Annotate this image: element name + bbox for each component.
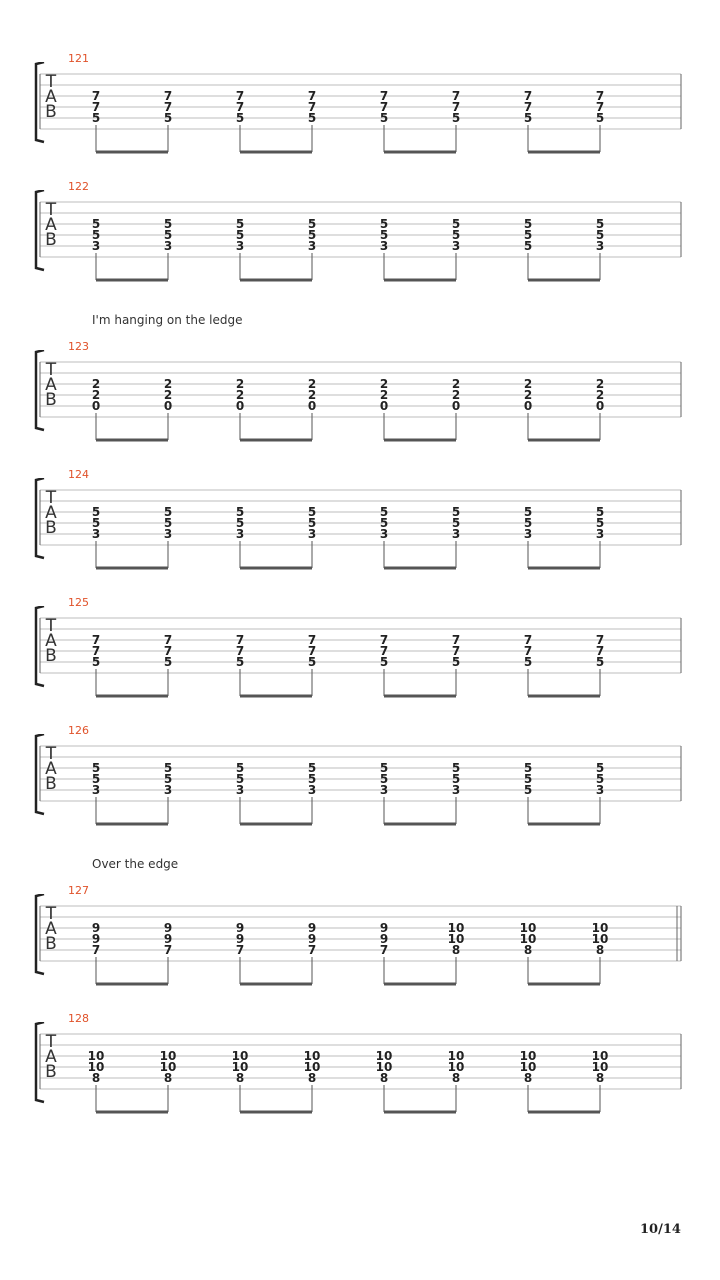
tab-clef-letter: B	[45, 390, 57, 410]
fret-number: 2	[307, 377, 317, 391]
fret-number: 10	[87, 1049, 105, 1063]
fret-number: 5	[235, 505, 245, 519]
tab-clef-letter: A	[45, 87, 57, 107]
fret-number: 2	[379, 388, 389, 402]
tab-clef-letter: B	[45, 646, 57, 666]
tab-clef-letter: B	[45, 230, 57, 250]
fret-number: 8	[307, 1071, 317, 1085]
fret-number: 3	[595, 783, 605, 797]
fret-number: 7	[91, 89, 101, 103]
fret-number: 3	[451, 783, 461, 797]
fret-number: 5	[235, 217, 245, 231]
fret-number: 8	[163, 1071, 173, 1085]
tab-clef-letter: A	[45, 1047, 57, 1067]
tab-staff	[0, 478, 720, 574]
fret-number: 5	[523, 505, 533, 519]
fret-number: 5	[91, 655, 101, 669]
fret-number: 0	[163, 399, 173, 413]
fret-number: 5	[235, 111, 245, 125]
fret-number: 3	[235, 239, 245, 253]
fret-number: 7	[523, 644, 533, 658]
fret-number: 5	[163, 655, 173, 669]
tab-clef-letter: T	[45, 488, 57, 508]
fret-number: 5	[595, 516, 605, 530]
fret-number: 5	[307, 228, 317, 242]
fret-number: 3	[595, 239, 605, 253]
fret-number: 8	[91, 1071, 101, 1085]
tab-clef-letter: B	[45, 518, 57, 538]
fret-number: 7	[595, 100, 605, 114]
fret-number: 5	[307, 655, 317, 669]
fret-number: 7	[235, 633, 245, 647]
fret-number: 10	[159, 1060, 177, 1074]
fret-number: 5	[451, 772, 461, 786]
fret-number: 5	[235, 772, 245, 786]
fret-number: 5	[91, 228, 101, 242]
fret-number: 10	[303, 1049, 321, 1063]
fret-number: 2	[523, 388, 533, 402]
fret-number: 0	[595, 399, 605, 413]
fret-number: 8	[451, 1071, 461, 1085]
tab-staff	[0, 606, 720, 702]
fret-number: 9	[379, 921, 389, 935]
fret-number: 5	[91, 516, 101, 530]
fret-number: 2	[595, 388, 605, 402]
fret-number: 5	[595, 505, 605, 519]
fret-number: 3	[523, 527, 533, 541]
fret-number: 10	[303, 1060, 321, 1074]
fret-number: 8	[379, 1071, 389, 1085]
fret-number: 2	[379, 377, 389, 391]
fret-number: 3	[451, 527, 461, 541]
fret-number: 0	[307, 399, 317, 413]
fret-number: 3	[451, 239, 461, 253]
tab-staff	[0, 1022, 720, 1118]
fret-number: 2	[307, 388, 317, 402]
fret-number: 5	[523, 217, 533, 231]
fret-number: 10	[519, 1060, 537, 1074]
fret-number: 10	[231, 1049, 249, 1063]
fret-number: 7	[307, 943, 317, 957]
fret-number: 9	[163, 921, 173, 935]
fret-number: 0	[451, 399, 461, 413]
fret-number: 3	[163, 239, 173, 253]
fret-number: 5	[163, 516, 173, 530]
fret-number: 10	[591, 1049, 609, 1063]
fret-number: 5	[451, 655, 461, 669]
fret-number: 5	[307, 505, 317, 519]
fret-number: 5	[307, 217, 317, 231]
tab-clef-letter: A	[45, 631, 57, 651]
measure-number: 128	[68, 1012, 89, 1025]
tab-staff	[0, 190, 720, 286]
fret-number: 3	[307, 527, 317, 541]
fret-number: 9	[307, 932, 317, 946]
fret-number: 5	[523, 228, 533, 242]
fret-number: 9	[235, 932, 245, 946]
fret-number: 3	[163, 783, 173, 797]
fret-number: 5	[235, 761, 245, 775]
fret-number: 3	[91, 239, 101, 253]
tab-clef-letter: A	[45, 759, 57, 779]
fret-number: 10	[519, 932, 537, 946]
fret-number: 3	[307, 239, 317, 253]
tab-clef-letter: B	[45, 934, 57, 954]
tab-clef-letter: A	[45, 215, 57, 235]
fret-number: 7	[451, 633, 461, 647]
fret-number: 3	[379, 527, 389, 541]
lyric-text: I'm hanging on the ledge	[92, 313, 243, 327]
fret-number: 7	[379, 943, 389, 957]
fret-number: 5	[379, 655, 389, 669]
fret-number: 5	[379, 228, 389, 242]
fret-number: 8	[595, 1071, 605, 1085]
fret-number: 5	[307, 516, 317, 530]
measure-number: 126	[68, 724, 89, 737]
fret-number: 10	[87, 1060, 105, 1074]
fret-number: 5	[91, 772, 101, 786]
fret-number: 7	[379, 100, 389, 114]
fret-number: 5	[451, 228, 461, 242]
fret-number: 7	[163, 644, 173, 658]
fret-number: 5	[91, 217, 101, 231]
fret-number: 9	[307, 921, 317, 935]
measure-number: 123	[68, 340, 89, 353]
fret-number: 5	[379, 516, 389, 530]
tab-clef-letter: B	[45, 1062, 57, 1082]
fret-number: 7	[595, 633, 605, 647]
tab-clef-letter: T	[45, 1032, 57, 1052]
fret-number: 3	[379, 783, 389, 797]
fret-number: 7	[451, 100, 461, 114]
fret-number: 2	[235, 388, 245, 402]
fret-number: 5	[163, 772, 173, 786]
tab-clef-letter: T	[45, 200, 57, 220]
tab-staff	[0, 350, 720, 446]
fret-number: 3	[91, 783, 101, 797]
fret-number: 7	[379, 633, 389, 647]
fret-number: 5	[379, 761, 389, 775]
fret-number: 0	[235, 399, 245, 413]
measure-number: 125	[68, 596, 89, 609]
fret-number: 7	[163, 89, 173, 103]
fret-number: 7	[307, 644, 317, 658]
tab-clef-letter: T	[45, 616, 57, 636]
fret-number: 10	[447, 1060, 465, 1074]
fret-number: 7	[307, 100, 317, 114]
fret-number: 7	[451, 89, 461, 103]
fret-number: 10	[519, 921, 537, 935]
fret-number: 10	[231, 1060, 249, 1074]
fret-number: 0	[91, 399, 101, 413]
fret-number: 5	[595, 772, 605, 786]
tab-staff	[0, 734, 720, 830]
tab-clef-letter: A	[45, 375, 57, 395]
fret-number: 7	[595, 89, 605, 103]
fret-number: 2	[163, 388, 173, 402]
fret-number: 5	[523, 516, 533, 530]
fret-number: 3	[307, 783, 317, 797]
fret-number: 2	[451, 388, 461, 402]
fret-number: 5	[91, 111, 101, 125]
tab-clef-letter: A	[45, 503, 57, 523]
measure-number: 127	[68, 884, 89, 897]
fret-number: 7	[235, 644, 245, 658]
tab-clef-letter: T	[45, 72, 57, 92]
fret-number: 5	[451, 217, 461, 231]
fret-number: 5	[163, 111, 173, 125]
fret-number: 3	[235, 783, 245, 797]
tab-clef-letter: B	[45, 774, 57, 794]
fret-number: 5	[307, 761, 317, 775]
fret-number: 5	[523, 761, 533, 775]
fret-number: 0	[379, 399, 389, 413]
fret-number: 5	[163, 505, 173, 519]
fret-number: 10	[591, 1060, 609, 1074]
fret-number: 10	[159, 1049, 177, 1063]
fret-number: 7	[451, 644, 461, 658]
fret-number: 5	[451, 111, 461, 125]
fret-number: 7	[235, 89, 245, 103]
fret-number: 8	[235, 1071, 245, 1085]
fret-number: 5	[235, 228, 245, 242]
fret-number: 5	[379, 772, 389, 786]
fret-number: 7	[235, 943, 245, 957]
page-number: 10/14	[640, 1222, 681, 1237]
fret-number: 5	[307, 772, 317, 786]
fret-number: 5	[451, 761, 461, 775]
fret-number: 5	[451, 516, 461, 530]
fret-number: 10	[447, 1049, 465, 1063]
tab-clef-letter: T	[45, 744, 57, 764]
fret-number: 9	[91, 921, 101, 935]
fret-number: 7	[91, 633, 101, 647]
fret-number: 10	[447, 921, 465, 935]
fret-number: 2	[451, 377, 461, 391]
fret-number: 10	[447, 932, 465, 946]
tab-staff	[0, 62, 720, 158]
fret-number: 7	[523, 100, 533, 114]
fret-number: 10	[375, 1049, 393, 1063]
fret-number: 2	[235, 377, 245, 391]
tab-clef-letter: T	[45, 360, 57, 380]
tab-clef-letter: A	[45, 919, 57, 939]
fret-number: 7	[523, 633, 533, 647]
fret-number: 5	[595, 655, 605, 669]
fret-number: 5	[379, 111, 389, 125]
measure-number: 121	[68, 52, 89, 65]
fret-number: 3	[235, 527, 245, 541]
fret-number: 10	[519, 1049, 537, 1063]
fret-number: 5	[595, 761, 605, 775]
fret-number: 5	[523, 772, 533, 786]
fret-number: 10	[375, 1060, 393, 1074]
fret-number: 5	[91, 505, 101, 519]
fret-number: 5	[163, 761, 173, 775]
fret-number: 3	[91, 527, 101, 541]
fret-number: 5	[523, 655, 533, 669]
fret-number: 5	[595, 111, 605, 125]
fret-number: 2	[91, 377, 101, 391]
fret-number: 7	[163, 100, 173, 114]
fret-number: 9	[379, 932, 389, 946]
fret-number: 5	[163, 228, 173, 242]
fret-number: 5	[379, 505, 389, 519]
fret-number: 3	[595, 527, 605, 541]
fret-number: 8	[595, 943, 605, 957]
fret-number: 7	[163, 943, 173, 957]
fret-number: 7	[307, 633, 317, 647]
fret-number: 5	[451, 505, 461, 519]
fret-number: 9	[91, 932, 101, 946]
fret-number: 7	[379, 89, 389, 103]
fret-number: 7	[163, 633, 173, 647]
fret-number: 3	[163, 527, 173, 541]
fret-number: 8	[451, 943, 461, 957]
fret-number: 5	[163, 217, 173, 231]
fret-number: 2	[595, 377, 605, 391]
tab-clef-letter: T	[45, 904, 57, 924]
fret-number: 9	[163, 932, 173, 946]
fret-number: 3	[379, 239, 389, 253]
fret-number: 10	[591, 921, 609, 935]
measure-number: 122	[68, 180, 89, 193]
fret-number: 7	[595, 644, 605, 658]
fret-number: 5	[235, 655, 245, 669]
fret-number: 8	[523, 943, 533, 957]
fret-number: 5	[523, 239, 533, 253]
measure-number: 124	[68, 468, 89, 481]
fret-number: 2	[91, 388, 101, 402]
fret-number: 7	[91, 644, 101, 658]
fret-number: 5	[595, 228, 605, 242]
fret-number: 7	[91, 943, 101, 957]
fret-number: 9	[235, 921, 245, 935]
fret-number: 7	[523, 89, 533, 103]
fret-number: 7	[91, 100, 101, 114]
fret-number: 5	[307, 111, 317, 125]
fret-number: 10	[591, 932, 609, 946]
fret-number: 5	[523, 111, 533, 125]
fret-number: 2	[523, 377, 533, 391]
fret-number: 7	[379, 644, 389, 658]
fret-number: 5	[523, 783, 533, 797]
fret-number: 7	[235, 100, 245, 114]
fret-number: 5	[91, 761, 101, 775]
fret-number: 5	[595, 217, 605, 231]
tab-clef-letter: B	[45, 102, 57, 122]
tab-staff	[0, 894, 720, 990]
lyric-text: Over the edge	[92, 857, 179, 871]
fret-number: 2	[163, 377, 173, 391]
fret-number: 5	[379, 217, 389, 231]
fret-number: 0	[523, 399, 533, 413]
fret-number: 8	[523, 1071, 533, 1085]
fret-number: 5	[235, 516, 245, 530]
fret-number: 7	[307, 89, 317, 103]
